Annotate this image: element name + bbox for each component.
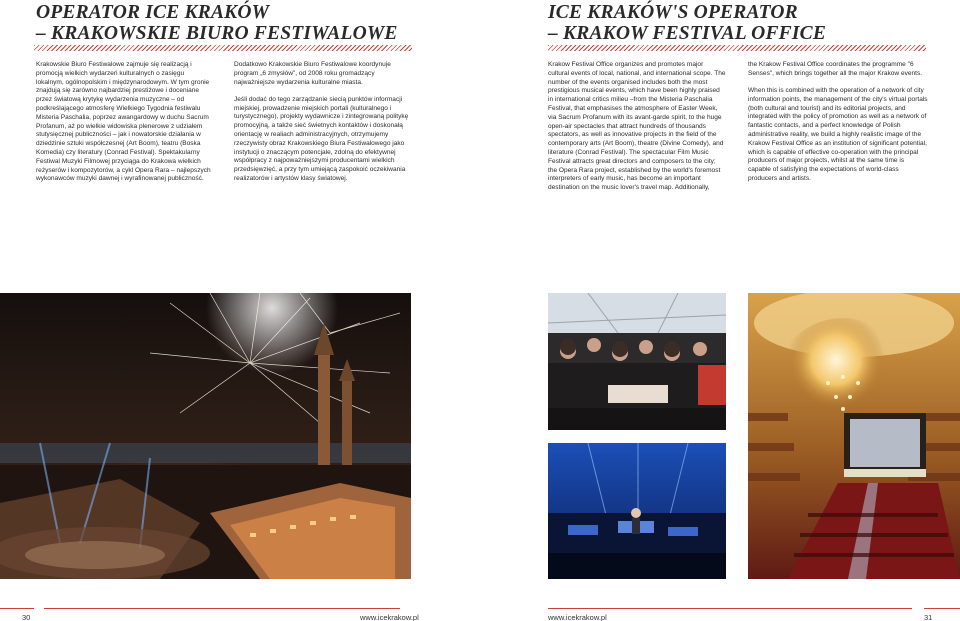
right-title-line2: – KRAKOW FESTIVAL OFFICE [548, 23, 827, 44]
left-title-line2: – KRAKOWSKIE BIURO FESTIWALOWE [36, 23, 398, 44]
english-text-column-2 [748, 61, 928, 192]
photo-opera-house-interior [748, 293, 960, 579]
left-hatch-divider [34, 45, 412, 51]
left-page-title [36, 2, 416, 44]
right-title-line1: ICE KRAKÓW'S OPERATOR [548, 2, 798, 23]
english-text-column-1 [548, 61, 726, 201]
photo-concert-stage [548, 443, 726, 579]
left-footer-url-link[interactable]: www.icekrakow.pl [360, 613, 419, 621]
polish-text-column-1 [36, 61, 212, 193]
left-footer-rule-long [44, 608, 400, 609]
right-footer-rule-long [548, 608, 912, 609]
polish-paragraph: Jeśli dodać do tego zarządzanie siecią punktów informacji miejskiej, prowadzenie miejskich portali (kulturalnego i turystycznego), projekty wydawnicze i zintegrowaną politykę promocyjną, a także sieć świetnych kontaktów i doskonałą orientację w realiach administracyjnych, otrzymujemy rzeczywisty obraz Krakowskiego Biura Festiwalowego jako instytucji o znaczącym potencjale, zdolną do efektywnej współpracy z najpoważniejszymi producentami wielkich przedsięwzięć, a przy tym umiejącą zaspokoić oczekiwania realizatorów i artystów klasy światowej. [234, 95, 409, 183]
english-paragraph: Krakow Festival Office organizes and promotes major cultural events of local, national, and international scope. The number of the events organised includes both the most prestigious musical events, which have been highly praised in international critics milieu –from the Misteria Paschalia Festival, that emphasises the atmosphere of Easter Week, via Sacrum Profanum with its avant-garde spirit, to the huge open-air spectacles that attract hundreds of thousands spectators, as well as innovative projects in the field of the contemporary arts (Art Boom), theatre (Divine Comedy), and literature (Conrad Festival). The spectacular Film Music Festival attracts great directors and composers to the city; the Opera Rara project, established by the world's foremost interpreters of early music, has become an important destination on the music lover's travel map. Additionally, [548, 61, 726, 192]
left-title-line1: OPERATOR ICE KRAKÓW [36, 2, 270, 23]
photo-audience-signing [548, 293, 726, 430]
right-footer-url-link[interactable]: www.icekrakow.pl [548, 613, 607, 621]
polish-text-column-2 [234, 61, 414, 192]
left-footer-rule [0, 608, 34, 609]
english-paragraph: When this is combined with the operation of a network of city information points, the management of the city's virtual portals (both cultural and tourist) and its editorial projects, and integrated with the policy of promotion as well as a network of fantastic contacts, and a perfect knowledge of Polish administrative reality, we build a highly realistic image of the Krakow Festival Office as an institution of significant potential, which is capable of effective co-operation with the principal producers of major projects, whilst at the same time is capable of satisfying the expectations of world-class producers and artists. [748, 87, 928, 183]
right-page-number: 31 [924, 613, 933, 621]
right-footer-rule [924, 608, 960, 609]
right-page-title [548, 2, 928, 44]
polish-paragraph: Dodatkowo Krakowskie Biuro Festiwalowe koordynuje program „6 zmysłów", od 2008 roku gromadzący najważniejsze wydarzenia kulturalne miasta. [234, 61, 391, 86]
photo-market-square-fireworks [0, 293, 411, 579]
polish-paragraph: Krakowskie Biuro Festiwalowe zajmuje się realizacją i promocją wielkich wydarzeń kulturalnych o zasięgu lokalnym, ogólnopolskim i międzynarodowym. W tym gronie znajdują się zarówno najbardziej prestiżowe i doceniane przez światową krytykę wydarzenia muzyczne – od podkreślającego atmosferę Wielkiego Tygodnia festiwalu Misteria Paschalia, poprzez awangardowy w duchu Sacrum Profanum, aż po wielkie widowiska plenerowe z udziałem stutysięcznej publiczności – jak i nowatorskie działania w dziedzinie sztuki współczesnej (Art Boom), teatru (Boska Komedia) czy literatury (Conrad Festival). Spektakularny Festiwal Muzyki Filmowej przyciąga do Krakowa wielkich reżyserów i kompozytorów, a cykl Opera Rara – najlepszych wykonawców muzyki dawnej i wyrafinowanej publiczność. [36, 61, 211, 183]
english-paragraph: the Krakow Festival Office coordinates the programme "6 Senses", which brings together all the major Krakow events. [748, 61, 923, 77]
right-hatch-divider [548, 45, 926, 51]
left-page-number: 30 [22, 613, 31, 621]
